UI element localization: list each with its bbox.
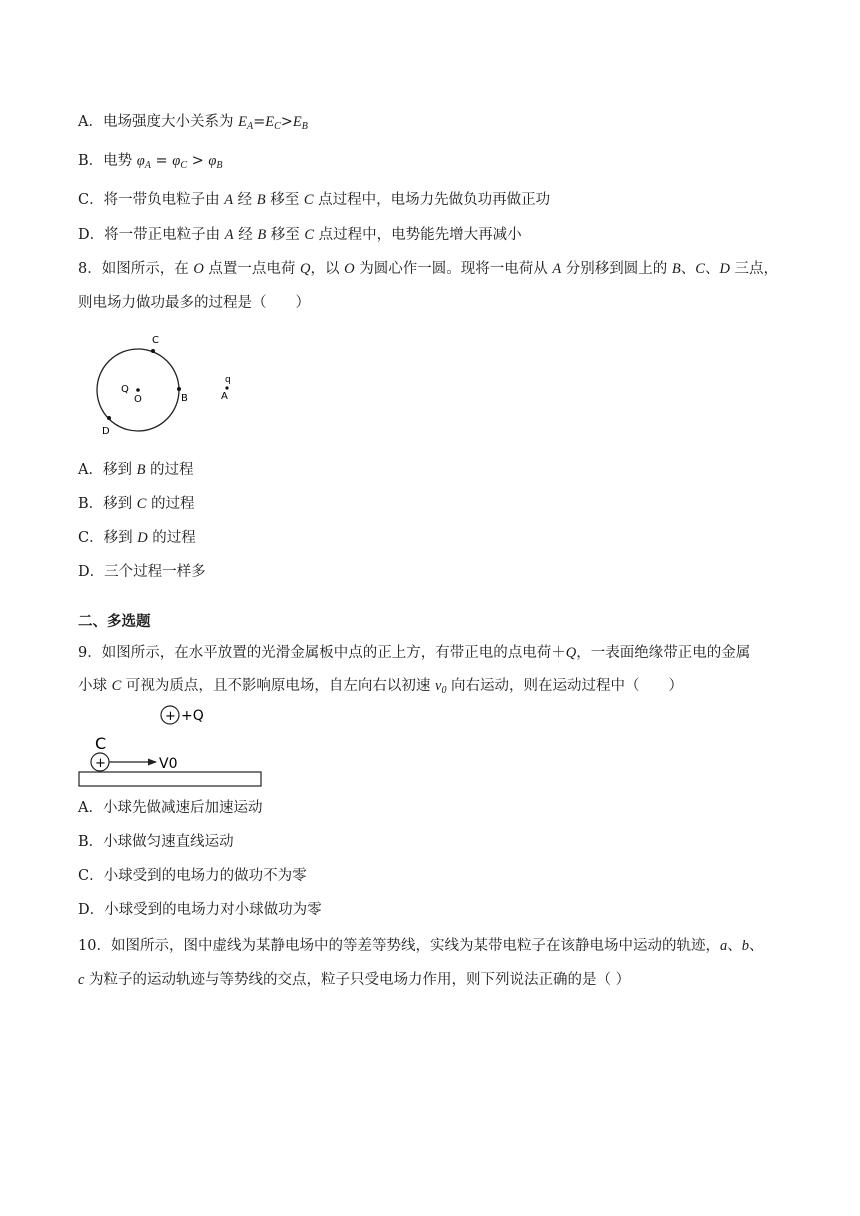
label-d: D [102, 426, 110, 437]
label-o: O [134, 394, 142, 405]
q7-option-c: C．将一带负电粒子由 A 经 B 移至 C 点过程中，电场力先做负功再做正功 [78, 192, 551, 208]
plus-sign-charge: + [165, 709, 176, 724]
q9-plate-figure [78, 700, 268, 792]
q9-option-b: B．小球做匀速直线运动 [78, 834, 234, 850]
q9-option-d: D．小球受到的电场力对小球做功为零 [78, 902, 322, 918]
point-o [136, 388, 140, 392]
q7-option-a [78, 112, 308, 137]
gt-sign: > [280, 114, 293, 130]
q8-option-c: C．移到 D 的过程 [78, 530, 196, 546]
e-c: $E_C$ [265, 114, 281, 132]
arrow-head [148, 759, 157, 766]
phi-b: $\varphi_B$ [208, 153, 223, 171]
q7-option-a-text: A．电场强度大小关系为 [78, 114, 239, 130]
q8-circle-figure [90, 328, 250, 440]
eq-sign: = [253, 114, 266, 130]
q10-stem-line1: 10．如图所示，图中虚线为某静电场中的等差等势线，实线为某带电粒子在该静电场中运动的轨迹，a、b、 [78, 938, 764, 954]
label-q: Q [121, 384, 129, 395]
q9-option-a: A．小球先做减速后加速运动 [78, 800, 263, 816]
phi-a: $\varphi_A$ [136, 153, 151, 171]
q7-option-b [78, 151, 223, 176]
q8-option-a: A．移到 B 的过程 [78, 462, 194, 478]
label-v0: V0 [159, 756, 178, 772]
point-c [151, 349, 155, 353]
label-a: A [221, 391, 228, 402]
point-a [225, 386, 228, 389]
label-small-q: q [225, 375, 231, 385]
q10-stem-line2: c 为粒子的运动轨迹与等势线的交点，粒子只受电场力作用，则下列说法正确的是（ ） [78, 972, 631, 988]
label-c: C [95, 734, 107, 753]
plus-sign-ball: + [95, 756, 106, 771]
gt-sign-2: > [191, 153, 204, 169]
label-plus-q: +Q [181, 708, 204, 724]
point-d [107, 416, 111, 420]
e-a: $E_A$ [238, 114, 254, 132]
e-b: $E_B$ [292, 114, 308, 132]
label-b: B [181, 393, 188, 404]
q7-option-b-text: B．电势 [78, 153, 133, 169]
q9-stem-line1: 9．如图所示，在水平放置的光滑金属板中点的正上方，有带正电的点电荷＋Q，一表面绝缘带正电的金属 [78, 645, 751, 661]
q9-option-c: C．小球受到的电场力的做功不为零 [78, 868, 307, 884]
section-heading-multiple-choice: 二、多选题 [78, 613, 151, 630]
metal-plate [79, 772, 261, 786]
q8-stem-line2: 则电场力做功最多的过程是（ ） [78, 295, 310, 311]
q8-option-b: B．移到 C 的过程 [78, 496, 195, 512]
label-c: C [152, 335, 159, 346]
phi-c: $\varphi_C$ [172, 153, 187, 171]
eq-sign-2: = [155, 153, 168, 169]
q9-stem-line2: 小球 C 可视为质点，且不影响原电场，自左向右以初速 $v_0$ 向右运动，则在运动过程中（ ） [78, 678, 684, 696]
q7-option-d: D．将一带正电粒子由 A 经 B 移至 C 点过程中，电势能先增大再减小 [78, 227, 522, 243]
point-b [177, 387, 181, 391]
q8-stem-line1: 8．如图所示，在 O 点置一点电荷 Q，以 O 为圆心作一圆。现将一电荷从 A 分别移到圆上的 B、C、D 三点， [78, 261, 779, 277]
q8-option-d: D．三个过程一样多 [78, 564, 206, 580]
